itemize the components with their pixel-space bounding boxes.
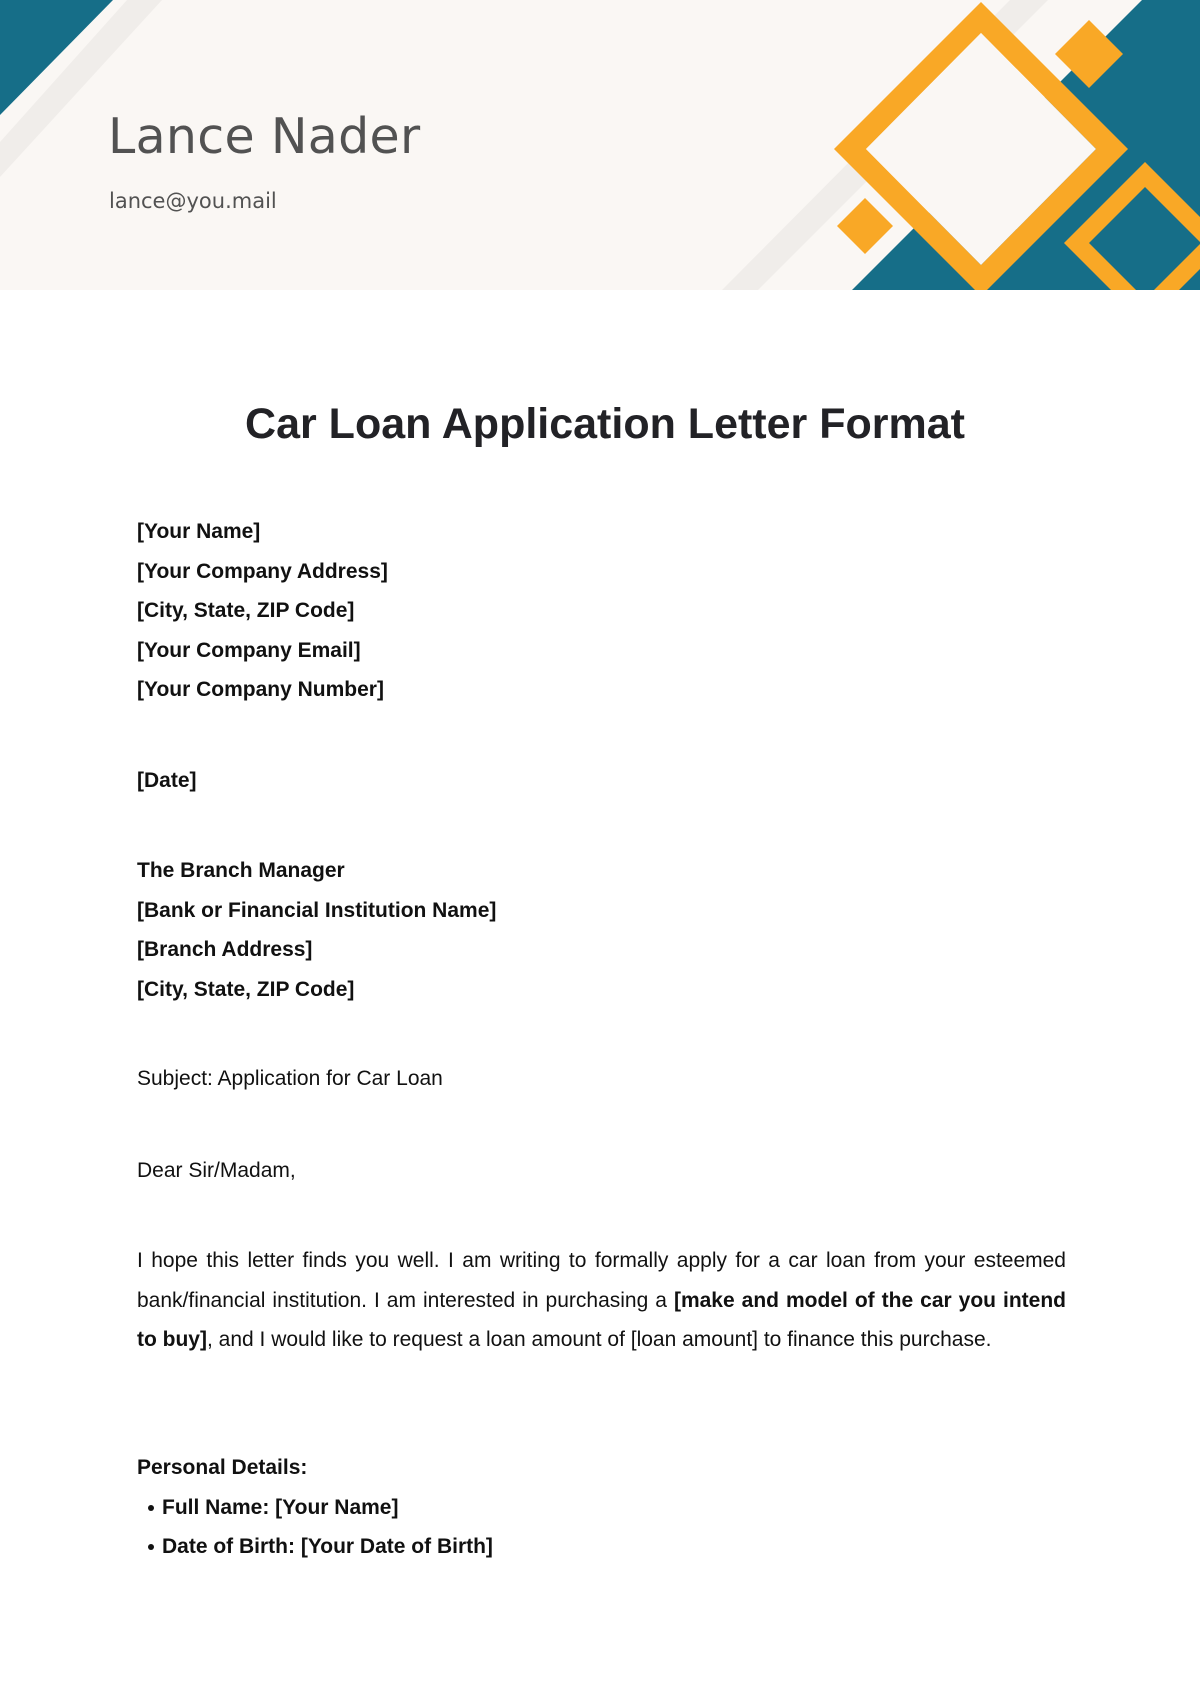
subject-line [137,1059,1066,1099]
list-item [137,1488,1066,1528]
sender-company-address: [Your Company Address] [137,559,388,583]
recipient-branch-address: [Branch Address] [137,938,313,961]
personal-details-section [137,1448,1066,1567]
letterhead-header [0,0,1200,290]
body-paragraph-part1: I hope this letter finds you well. I am writing to formally apply for a car loan from your esteemed bank/financial institution. I am interested in purchasing a [137,1249,1066,1312]
car-make-model-placeholder: [make and model of the car you intend to buy] [137,1288,1066,1351]
sender-name: [Your Name] [137,520,261,543]
recipient-address-block [137,851,1066,1009]
bullet-icon [148,1505,154,1511]
personal-details-heading: Personal Details: [137,1456,308,1479]
list-item [137,1527,1066,1567]
recipient-title: The Branch Manager [137,859,345,882]
recipient-city-state-zip: [City, State, ZIP Code] [137,977,355,1001]
date-of-birth-item: Date of Birth: [Your Date of Birth] [162,1535,493,1558]
small-diamond-left [837,198,893,254]
subject-text: Subject: Application for Car Loan [137,1067,443,1090]
recipient-institution: [Bank or Financial Institution Name] [137,898,497,922]
author-email: lance@you.mail [109,189,277,213]
body-paragraph-part2: , and I would like to request a loan amount of [loan amount] to finance this purchase. [206,1328,992,1351]
sender-address-block [137,512,1066,710]
author-name: Lance Nader [108,108,421,165]
personal-details-list [137,1488,1066,1567]
letter-date: [Date] [137,769,197,792]
sender-company-email: [Your Company Email] [137,638,361,662]
document-title: Car Loan Application Letter Format [245,400,965,448]
bullet-icon [148,1544,154,1550]
full-name-item: Full Name: [Your Name] [162,1495,399,1519]
sender-city-state-zip: [City, State, ZIP Code] [137,599,355,622]
date-block [137,761,1066,801]
body-paragraph [137,1241,1066,1360]
salutation [137,1151,1066,1191]
sender-company-number: [Your Company Number] [137,678,384,701]
salutation-text: Dear Sir/Madam, [137,1159,296,1182]
